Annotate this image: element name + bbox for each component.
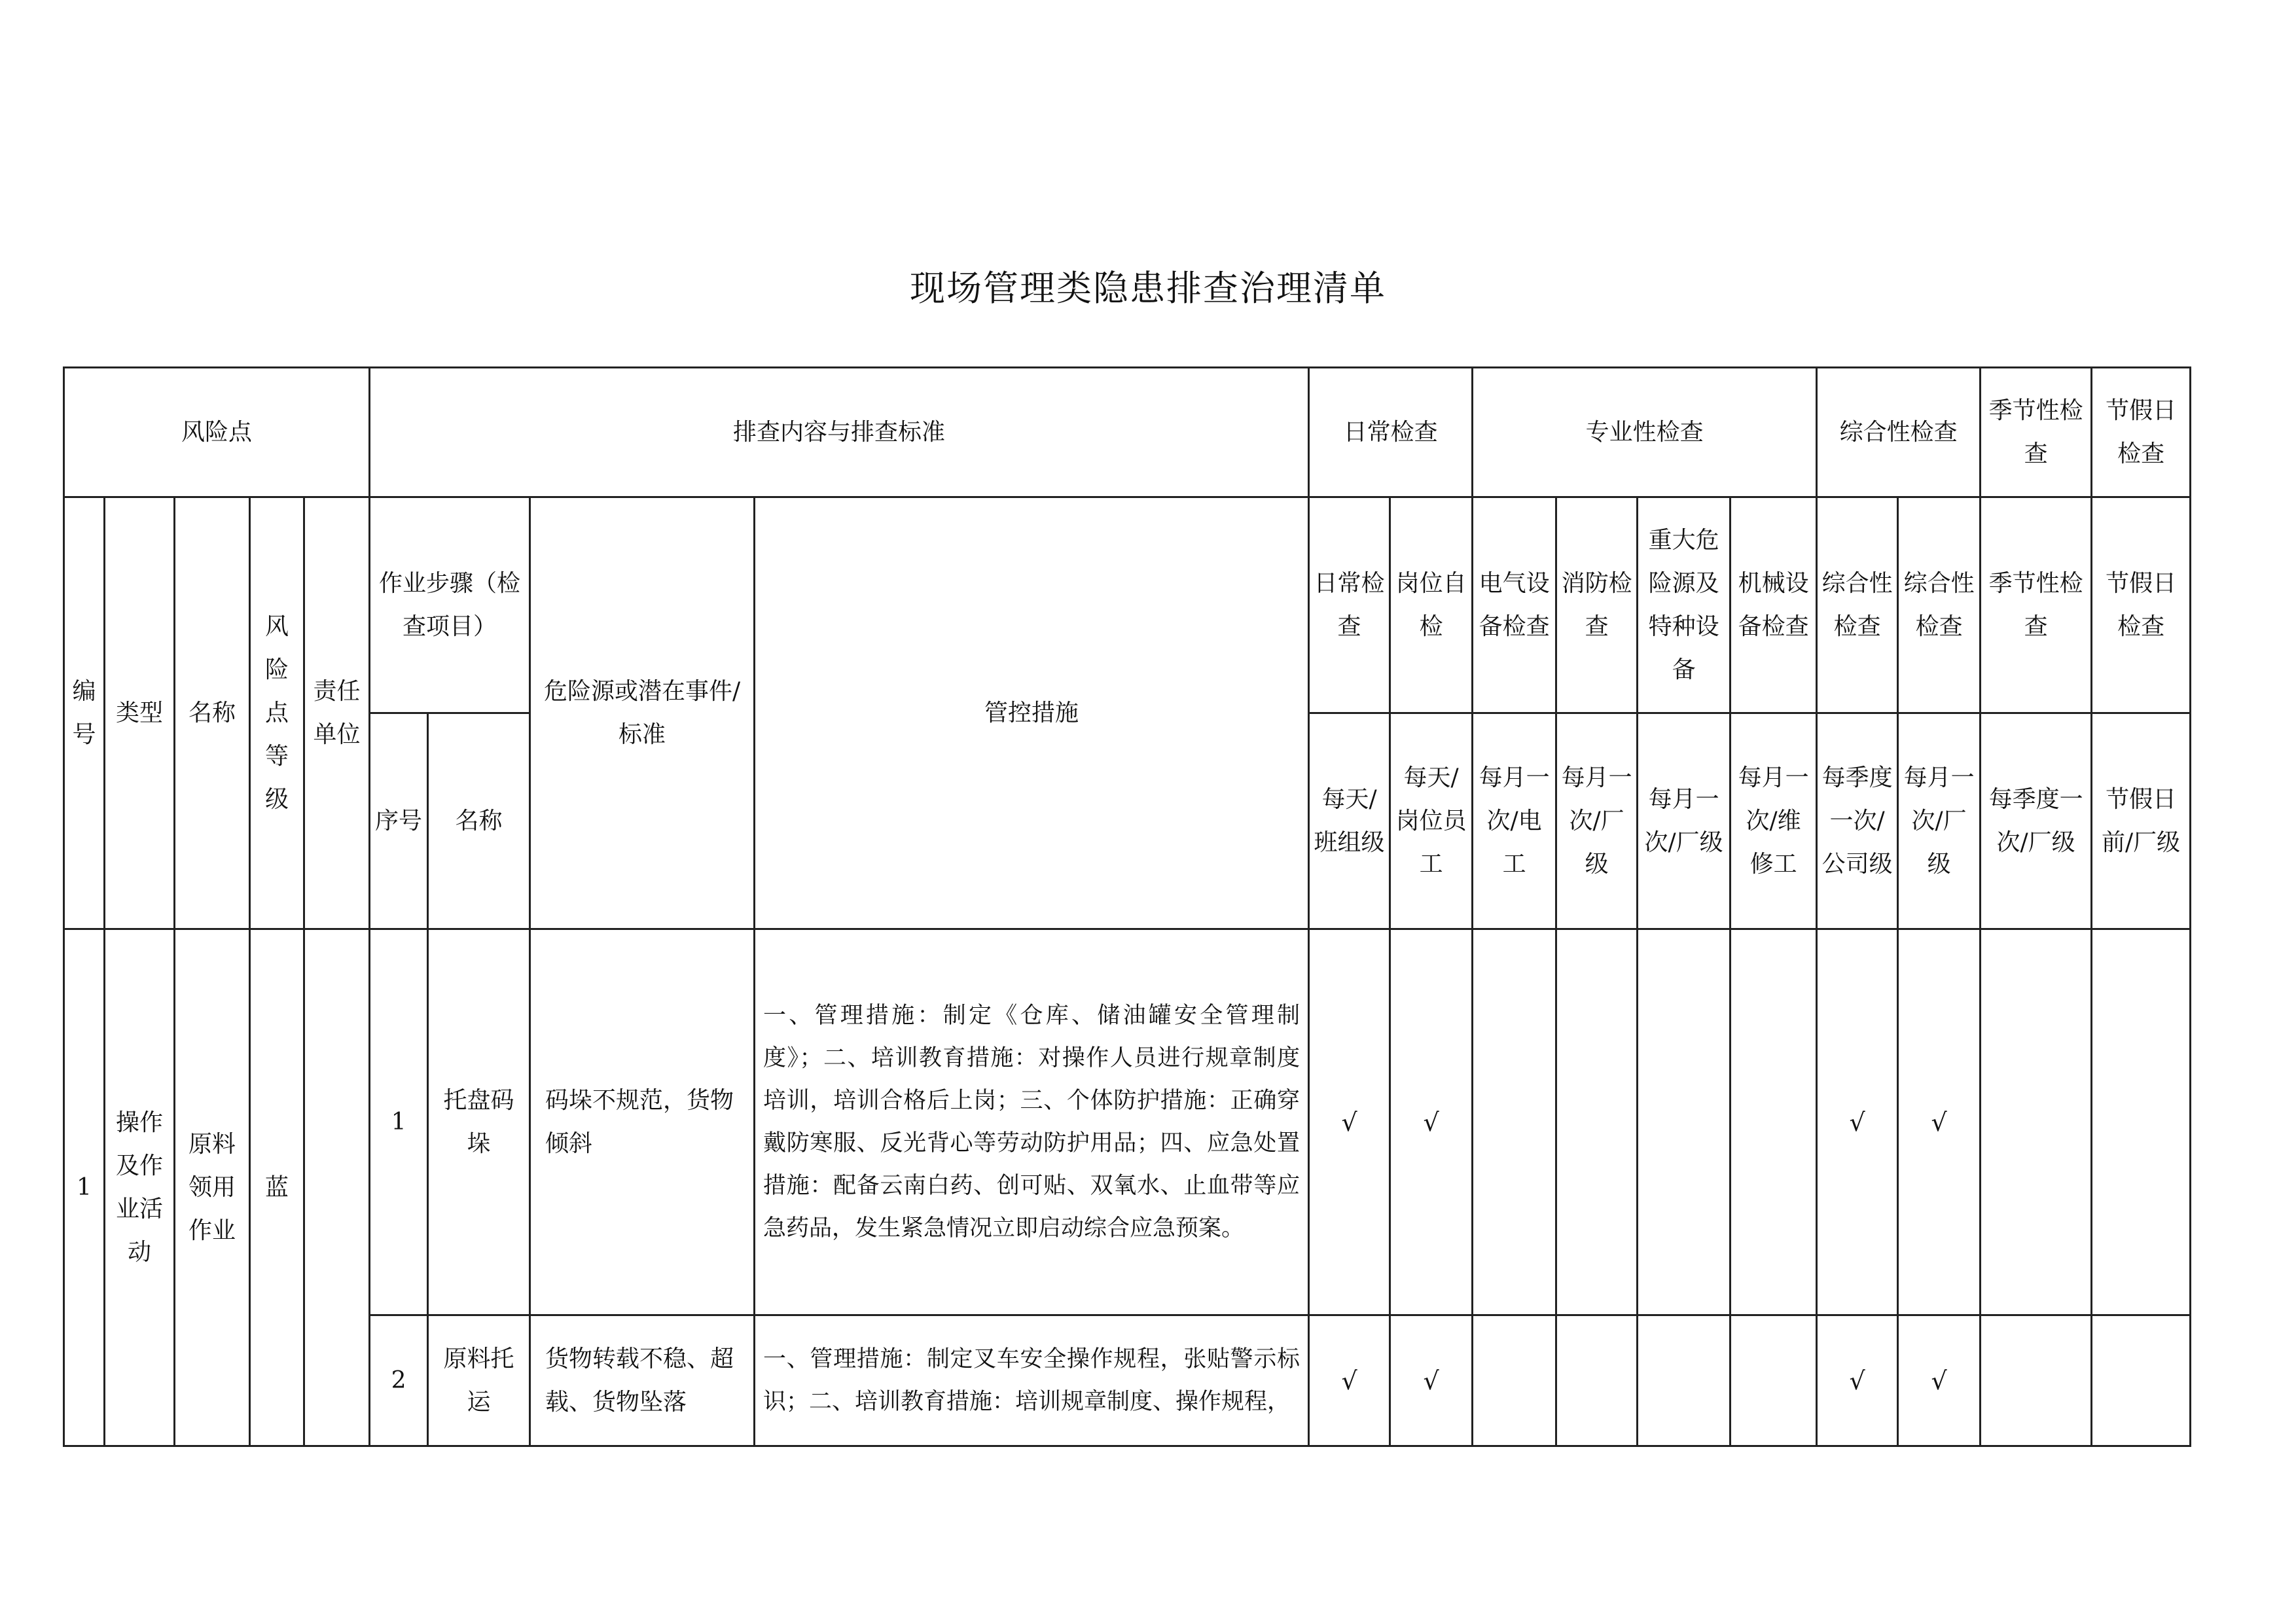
seasonal-check-header: 季节性检查	[1981, 368, 2092, 497]
row-seq: 2	[370, 1315, 428, 1446]
comprehensive-check-frequency-1: 每季度一次/公司级	[1817, 713, 1898, 929]
check-major-hazard	[1638, 929, 1731, 1315]
row-name: 原料托运	[428, 1315, 530, 1446]
check-comprehensive-1: √	[1817, 1315, 1898, 1446]
risk-point-level: 蓝	[250, 929, 304, 1446]
page-title: 现场管理类隐患排查治理清单	[910, 268, 1386, 309]
hazard-header: 危险源或潜在事件/标准	[530, 497, 755, 929]
check-seasonal	[1981, 929, 2092, 1315]
row-seq: 1	[370, 929, 428, 1315]
work-step-header: 作业步骤（检查项目）	[370, 497, 530, 713]
check-mechanical	[1731, 929, 1817, 1315]
step-name-header: 名称	[428, 713, 530, 929]
risk-point-type: 操作及作业活动	[105, 929, 175, 1446]
seasonal-check-frequency: 每季度一次/厂级	[1981, 713, 2092, 929]
check-comprehensive-2: √	[1898, 1315, 1981, 1446]
holiday-check-frequency: 节假日前/厂级	[2092, 713, 2191, 929]
daily-check-col-header: 日常检查	[1309, 497, 1390, 713]
table-row	[64, 929, 2191, 1315]
measures-header: 管控措施	[755, 497, 1309, 929]
comprehensive-check-header: 综合性检查	[1817, 368, 1981, 497]
check-post-self: √	[1390, 1315, 1473, 1446]
row-hazard: 货物转载不稳、超载、货物坠落	[530, 1315, 755, 1446]
seq-header: 序号	[370, 713, 428, 929]
check-holiday	[2092, 929, 2191, 1315]
column-header-row	[64, 497, 2191, 713]
table-row	[64, 1315, 2191, 1446]
risk-level-header: 风险点等级	[250, 497, 304, 929]
row-name: 托盘码垛	[428, 929, 530, 1315]
check-seasonal	[1981, 1315, 2092, 1446]
electrical-check-col-header: 电气设备检查	[1473, 497, 1556, 713]
risk-point-responsible-unit	[304, 929, 370, 1446]
responsible-unit-header: 责任单位	[304, 497, 370, 929]
major-hazard-frequency: 每月一次/厂级	[1638, 713, 1731, 929]
electrical-check-frequency: 每月一次/电工	[1473, 713, 1556, 929]
mechanical-check-frequency: 每月一次/维修工	[1731, 713, 1817, 929]
check-major-hazard	[1638, 1315, 1731, 1446]
check-holiday	[2092, 1315, 2191, 1446]
comprehensive-check-col-header-1: 综合性检查	[1817, 497, 1898, 713]
check-electrical	[1473, 929, 1556, 1315]
inspection-table	[63, 366, 2191, 1447]
name-header: 名称	[175, 497, 250, 929]
risk-point-header: 风险点	[64, 368, 370, 497]
comprehensive-check-col-header-2: 综合性检查	[1898, 497, 1981, 713]
group-header-row	[64, 368, 2191, 497]
row-hazard: 码垛不规范，货物倾斜	[530, 929, 755, 1315]
number-header: 编号	[64, 497, 105, 929]
check-fire	[1556, 1315, 1638, 1446]
row-measures: 一、管理措施：制定叉车安全操作规程，张贴警示标识；二、培训教育措施：培训规章制度、操作规程，	[755, 1315, 1309, 1446]
row-measures: 一、管理措施：制定《仓库、储油罐安全管理制度》；二、培训教育措施：对操作人员进行规章制度培训，培训合格后上岗；三、个体防护措施：正确穿戴防寒服、反光背心等劳动防护用品；四、应急处置措施：配备云南白药、创可贴、双氧水、止血带等应急药品，发生紧急情况立即启动综合应急预案。	[755, 929, 1309, 1315]
comprehensive-check-frequency-2: 每月一次/厂级	[1898, 713, 1981, 929]
mechanical-check-col-header: 机械设备检查	[1731, 497, 1817, 713]
check-mechanical	[1731, 1315, 1817, 1446]
post-self-check-col-header: 岗位自检	[1390, 497, 1473, 713]
type-header: 类型	[105, 497, 175, 929]
professional-check-header: 专业性检查	[1473, 368, 1817, 497]
risk-point-number: 1	[64, 929, 105, 1446]
seasonal-check-col-header: 季节性检查	[1981, 497, 2092, 713]
check-post-self: √	[1390, 929, 1473, 1315]
check-comprehensive-2: √	[1898, 929, 1981, 1315]
risk-point-name: 原料领用作业	[175, 929, 250, 1446]
check-comprehensive-1: √	[1817, 929, 1898, 1315]
check-fire	[1556, 929, 1638, 1315]
fire-check-col-header: 消防检查	[1556, 497, 1638, 713]
post-self-check-frequency: 每天/岗位员工	[1390, 713, 1473, 929]
fire-check-frequency: 每月一次/厂级	[1556, 713, 1638, 929]
major-hazard-col-header: 重大危险源及特种设备	[1638, 497, 1731, 713]
content-header: 排查内容与排查标准	[370, 368, 1309, 497]
daily-check-header: 日常检查	[1309, 368, 1473, 497]
check-daily: √	[1309, 1315, 1390, 1446]
holiday-check-col-header: 节假日检查	[2092, 497, 2191, 713]
check-electrical	[1473, 1315, 1556, 1446]
daily-check-frequency: 每天/班组级	[1309, 713, 1390, 929]
holiday-check-header: 节假日检查	[2092, 368, 2191, 497]
check-daily: √	[1309, 929, 1390, 1315]
